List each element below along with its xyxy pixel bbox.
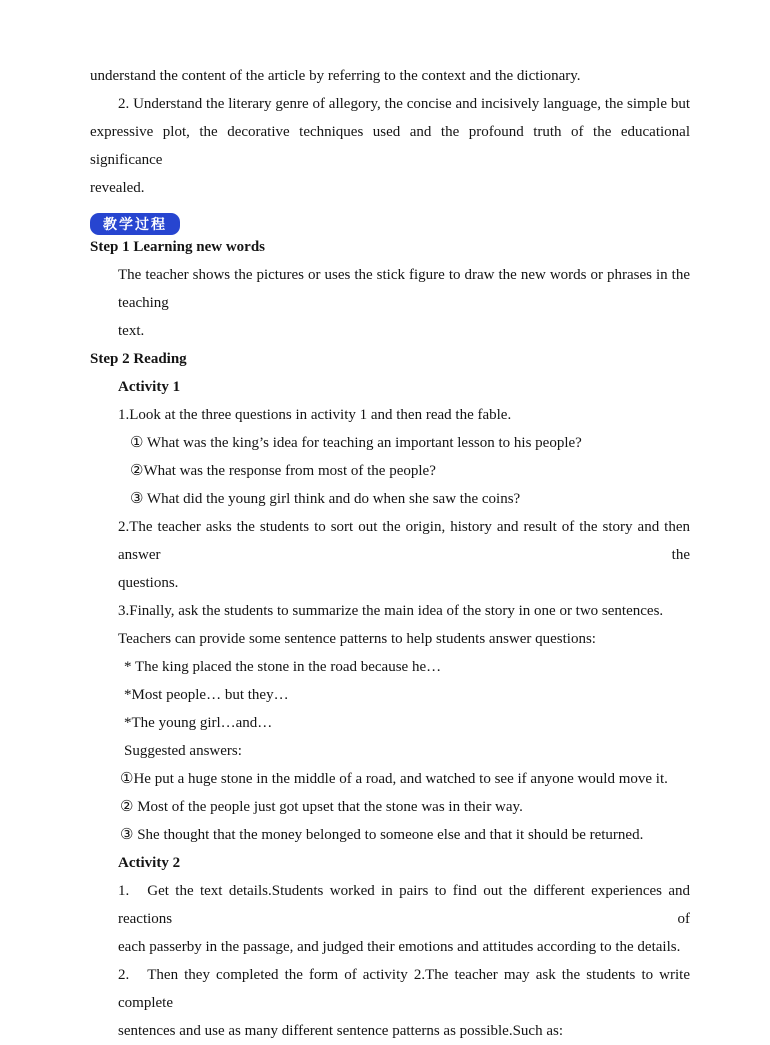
text-segment: Then they completed the form of activity 2.The teacher may ask the students to write complete: [118, 967, 690, 1011]
activity-1-task-1: 1.Look at the three questions in activity 1 and then read the fable.: [118, 407, 512, 423]
list-number: 1.: [118, 883, 130, 899]
step-1-heading: Step 1 Learning new words: [90, 239, 266, 255]
activity-1-questions: [90, 429, 690, 513]
suggested-answers-label: Suggested answers:: [124, 743, 242, 759]
text-line: 2.The teacher asks the students to sort out the origin, history and result of the story and then answer the: [118, 519, 690, 563]
answer-item: ② Most of the people just got upset that the stone was in their way.: [120, 799, 523, 815]
text-line: 2. Understand the literary genre of allegory, the concise and incisively language, the simple but: [118, 96, 690, 112]
intro-continuation: understand the content of the article by referring to the context and the dictionary.: [90, 68, 581, 84]
answer-item: ①He put a huge stone in the middle of a road, and watched to see if anyone would move it.: [120, 771, 668, 787]
activity-1-heading: Activity 1: [118, 379, 181, 395]
answer-item: ③ She thought that the money belonged to someone else and that it should be returned.: [120, 827, 644, 843]
activity-1-task-2: [118, 513, 690, 597]
step-2-heading: Step 2 Reading: [90, 351, 187, 367]
pattern-item: * The king placed the stone in the road because he…: [124, 659, 442, 675]
list-number: 2.: [118, 967, 130, 983]
activity-2-item-1: [118, 877, 690, 961]
text-line: revealed.: [90, 180, 145, 196]
text-line: text.: [118, 323, 145, 339]
sentence-patterns-intro: Teachers can provide some sentence patterns to help students answer questions:: [118, 631, 596, 647]
pattern-item: *Most people… but they…: [124, 687, 289, 703]
text-segment: Get the text details.Students worked in pairs to find out the different experiences and reactions of: [118, 883, 690, 927]
text-line: expressive plot, the decorative techniques used and the profound truth of the educational significance: [90, 124, 690, 168]
question-item: ③ What did the young girl think and do when she saw the coins?: [130, 491, 521, 507]
text-line: [118, 961, 690, 1017]
suggested-answers: [90, 765, 690, 849]
text-line: sentences and use as many different sentence patterns as possible.Such as:: [118, 1023, 564, 1039]
text-line: each passerby in the passage, and judged their emotions and attitudes according to the details.: [118, 939, 681, 955]
activity-1-task-3: 3.Finally, ask the students to summarize the main idea of the story in one or two sentences.: [118, 603, 664, 619]
text-line: questions.: [118, 575, 179, 591]
text-line: [118, 877, 690, 933]
teaching-process-badge: 教学过程: [90, 213, 180, 235]
sentence-patterns: [90, 653, 690, 737]
step-1-body: [118, 261, 690, 345]
badge-row: [90, 211, 690, 233]
activity-2-item-2: [118, 961, 690, 1045]
question-item: ① What was the king’s idea for teaching an important lesson to his people?: [130, 435, 582, 451]
objective-paragraph: [90, 90, 690, 202]
activity-2-heading: Activity 2: [118, 855, 181, 871]
pattern-item: *The young girl…and…: [124, 715, 273, 731]
text-line: The teacher shows the pictures or uses the stick figure to draw the new words or phrases in the teaching: [118, 267, 690, 311]
question-item: ②What was the response from most of the people?: [130, 463, 436, 479]
